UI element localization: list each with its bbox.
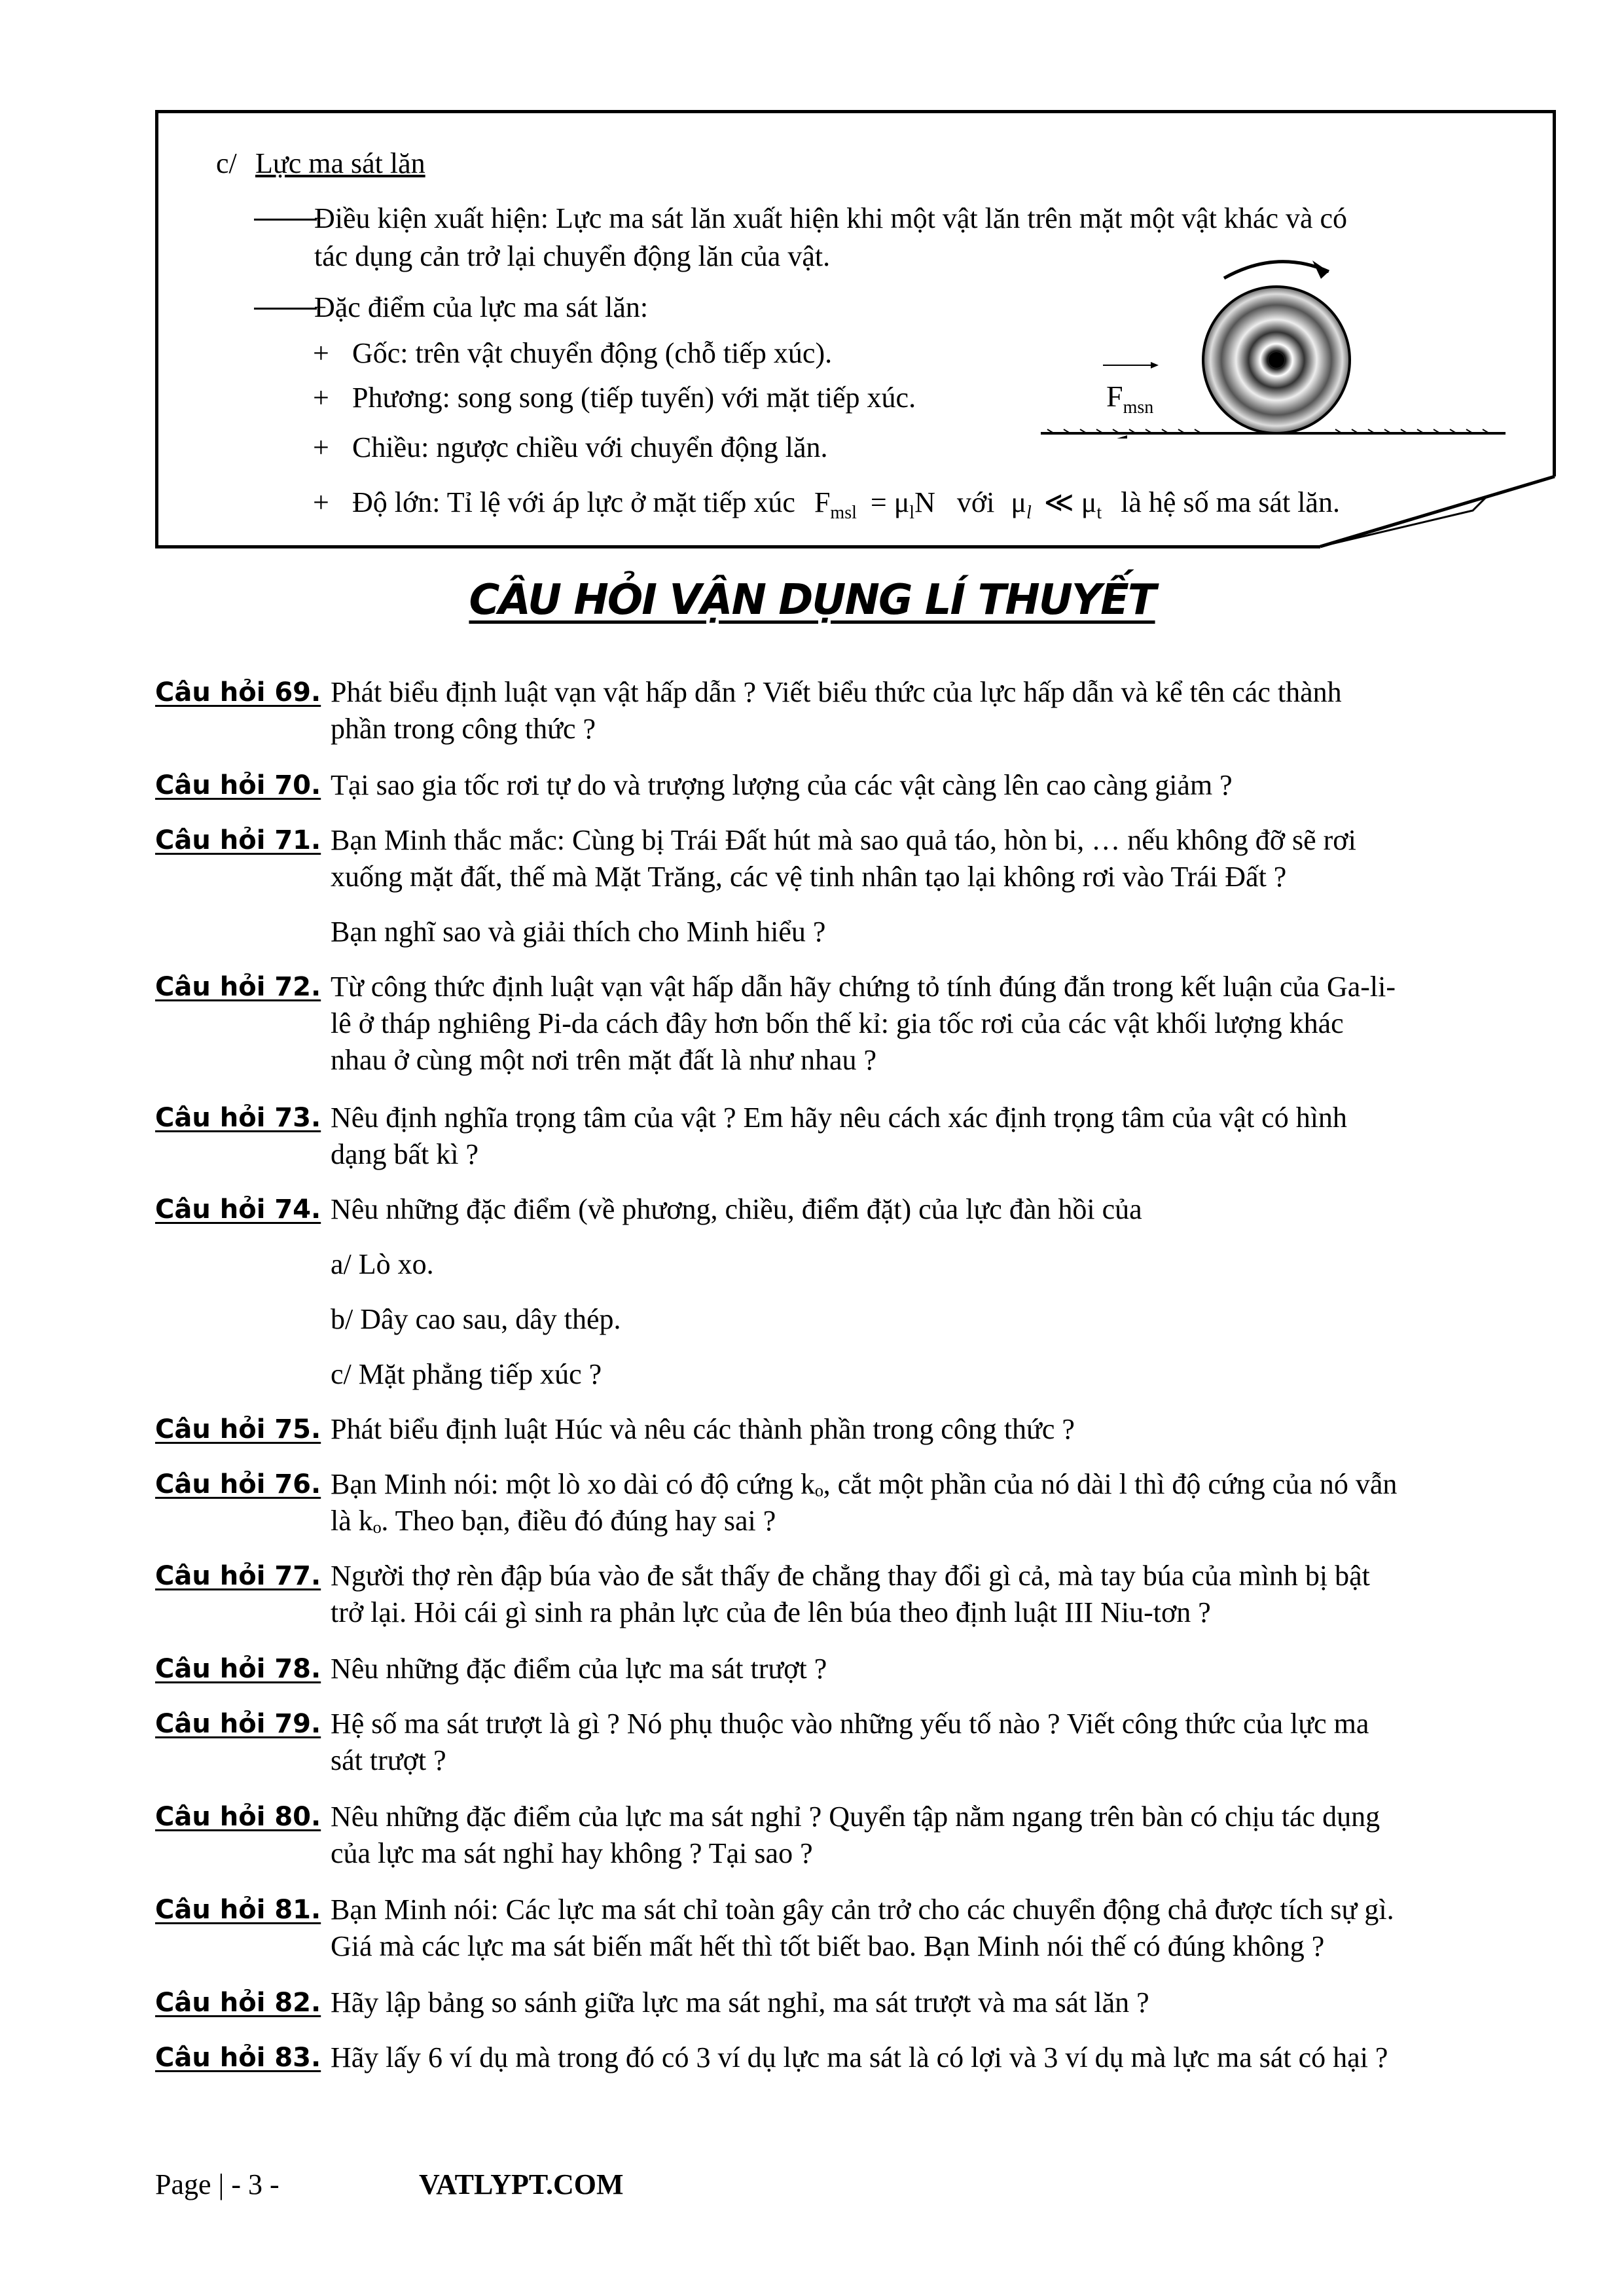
footer-site: VATLYPT.COM — [419, 2168, 624, 2200]
formula-mu2: μ — [1011, 486, 1026, 518]
plus-bullet: + — [313, 486, 329, 518]
box-border-bottom — [155, 545, 1320, 548]
question-text: trở lại. Hỏi cái gì sinh ra phản lực của đe lên búa theo định luật III Niu-tơn ? — [331, 1596, 1211, 1628]
question-text: sát trượt ? — [331, 1744, 446, 1776]
figure-label-F — [1106, 378, 1153, 426]
formula-mu-sub: l — [909, 503, 915, 523]
dash-bullet — [254, 308, 317, 310]
question-text: Nêu những đặc điểm (về phương, chiều, điểm đặt) của lực đàn hồi của — [331, 1193, 1142, 1225]
plus-bullet: + — [313, 382, 329, 414]
question-text: Giá mà các lực ma sát biến mất hết thì tốt biết bao. Bạn Minh nói thế có đúng không ? — [331, 1930, 1325, 1962]
question-label: Câu hỏi 69. — [155, 677, 321, 708]
question-label: Câu hỏi 80. — [155, 1802, 321, 1832]
section-number: c/ — [216, 147, 237, 179]
question-text: xuống mặt đất, thế mà Mặt Trăng, các vệ tinh nhân tạo lại không rơi vào Trái Đất ? — [331, 861, 1287, 893]
formula-mu3-sub: t — [1096, 503, 1102, 523]
condition-text-line2: tác dụng cản trở lại chuyển động lăn của vật. — [314, 240, 831, 272]
formula-eq: = μ — [870, 486, 910, 518]
figure-F-sub: msn — [1123, 397, 1154, 418]
question-text: a/ Lò xo. — [331, 1248, 434, 1280]
question-text: Tại sao gia tốc rơi tự do và trượng lượng của các vật càng lên cao càng giảm ? — [331, 769, 1233, 801]
footer-page-label: Page | - 3 - — [155, 2168, 280, 2200]
rotation-arrow-icon — [1224, 262, 1329, 278]
question-label: Câu hỏi 72. — [155, 972, 321, 1002]
question-text: Nêu định nghĩa trọng tâm của vật ? Em hãy nêu cách xác định trọng tâm của vật có hình — [331, 1102, 1347, 1134]
formula-F-sub: msl — [830, 503, 857, 523]
box-border-top — [155, 110, 1556, 113]
question-label: Câu hỏi 78. — [155, 1654, 321, 1684]
question-text: Người thợ rèn đập búa vào đe sắt thấy đe chẳng thay đổi gì cả, mà tay búa của mình bị bật — [331, 1560, 1370, 1592]
question-text: Bạn nghĩ sao và giải thích cho Minh hiểu ? — [331, 916, 826, 948]
question-text: là kₒ. Theo bạn, điều đó đúng hay sai ? — [331, 1505, 776, 1537]
question-text: Phát biểu định luật vạn vật hấp dẫn ? Viết biểu thức của lực hấp dẫn và kể tên các thành — [331, 676, 1342, 708]
figure-F: F — [1106, 380, 1123, 413]
question-text: nhau ở cùng một nơi trên mặt đất là như nhau ? — [331, 1044, 877, 1076]
feature-direction: Phương: song song (tiếp tuyến) với mặt tiếp xúc. — [352, 382, 916, 414]
formula-with: với — [956, 486, 995, 518]
question-label: Câu hỏi 83. — [155, 2043, 321, 2073]
question-label: Câu hỏi 73. — [155, 1103, 321, 1133]
formula-N: N — [914, 486, 935, 518]
magnitude-suffix: là hệ số ma sát lăn. — [1121, 486, 1340, 518]
question-label: Câu hỏi 76. — [155, 1469, 321, 1499]
feature-origin: Gốc: trên vật chuyển động (chỗ tiếp xúc). — [352, 337, 833, 369]
question-text: Bạn Minh thắc mắc: Cùng bị Trái Đất hút mà sao quả táo, hòn bi, … nếu không đỡ sẽ rơi — [331, 824, 1356, 856]
question-label: Câu hỏi 75. — [155, 1414, 321, 1444]
question-label: Câu hỏi 71. — [155, 825, 321, 855]
question-label: Câu hỏi 70. — [155, 770, 321, 800]
question-text: dạng bất kì ? — [331, 1138, 479, 1170]
box-border-left — [155, 110, 158, 548]
question-text: c/ Mặt phẳng tiếp xúc ? — [331, 1358, 602, 1390]
question-label: Câu hỏi 77. — [155, 1561, 321, 1591]
question-text: Hệ số ma sát trượt là gì ? Nó phụ thuộc vào những yếu tố nào ? Viết công thức của lực ma — [331, 1708, 1369, 1740]
condition-text-line1: Điều kiện xuất hiện: Lực ma sát lăn xuất hiện khi một vật lăn trên mặt một vật khác và có — [314, 202, 1348, 234]
question-text: Bạn Minh nói: một lò xo dài có độ cứng kₒ, cắt một phần của nó dài l thì độ cứng của nó vẫn — [331, 1468, 1398, 1500]
magnitude-prefix: Độ lớn: Tỉ lệ với áp lực ở mặt tiếp xúc — [352, 486, 795, 518]
question-text: phần trong công thức ? — [331, 713, 596, 745]
question-label: Câu hỏi 74. — [155, 1194, 321, 1225]
question-text: Phát biểu định luật Húc và nêu các thành phần trong công thức ? — [331, 1413, 1075, 1445]
question-text: Nêu những đặc điểm của lực ma sát nghỉ ? Quyển tập nằm ngang trên bàn có chịu tác dụng — [331, 1801, 1380, 1833]
formula-mu2-sub: l — [1026, 503, 1032, 523]
box-border-right — [1553, 110, 1556, 476]
page-heading: CÂU HỎI VẬN DỤNG LÍ THUYẾT — [469, 576, 1155, 624]
formula-ll: ≪ μ — [1043, 486, 1097, 518]
feature-magnitude — [352, 484, 1340, 531]
question-text: Hãy lập bảng so sánh giữa lực ma sát nghỉ, ma sát trượt và ma sát lăn ? — [331, 1986, 1149, 2018]
dash-bullet — [254, 219, 317, 221]
question-text: Nêu những đặc điểm của lực ma sát trượt ? — [331, 1653, 827, 1685]
question-label: Câu hỏi 82. — [155, 1988, 321, 2018]
formula-F: F — [814, 486, 831, 518]
feature-sense: Chiều: ngược chiều với chuyển động lăn. — [352, 431, 828, 463]
plus-bullet: + — [313, 431, 329, 463]
question-text: b/ Dây cao sau, dây thép. — [331, 1303, 621, 1335]
section-title: Lực ma sát lăn — [255, 147, 425, 179]
question-text: Từ công thức định luật vạn vật hấp dẫn hãy chứng tỏ tính đúng đắn trong kết luận của Ga-li- — [331, 971, 1396, 1003]
features-title: Đặc điểm của lực ma sát lăn: — [314, 291, 649, 323]
question-label: Câu hỏi 79. — [155, 1709, 321, 1739]
question-text: Bạn Minh nói: Các lực ma sát chỉ toàn gây cản trở cho các chuyển động chả được tích sự gì. — [331, 1893, 1394, 1926]
question-text: Hãy lấy 6 ví dụ mà trong đó có 3 ví dụ lực ma sát là có lợi và 3 ví dụ mà lực ma sát có hại ? — [331, 2041, 1388, 2073]
page-curl-corner — [1309, 471, 1564, 556]
question-label: Câu hỏi 81. — [155, 1895, 321, 1925]
question-text: của lực ma sát nghỉ hay không ? Tại sao ? — [331, 1837, 813, 1869]
plus-bullet: + — [313, 337, 329, 369]
question-text: lê ở tháp nghiêng Pi-da cách đây hơn bốn thế kỉ: gia tốc rơi của các vật khối lượng khác — [331, 1007, 1344, 1039]
